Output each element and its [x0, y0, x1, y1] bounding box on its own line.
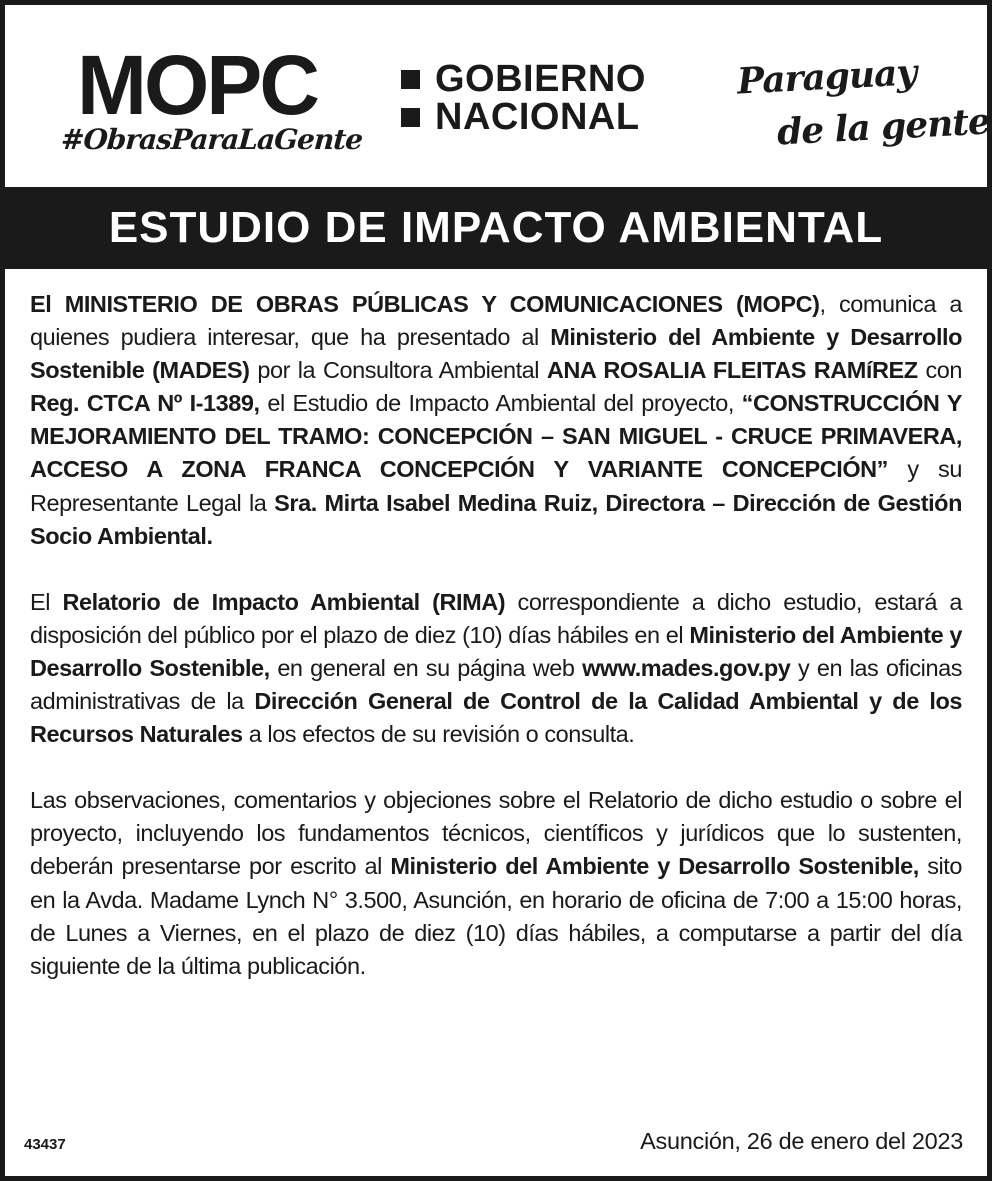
paragraph-observations: Las observaciones, comentarios y objeciones sobre el Relatorio de dicho estudio o sobre el proyecto, incluyendo los fundamentos técnicos, científicos y jurídicos que lo sustenten, deberán presentarse por escrito al Ministerio del Ambiente y Desarrollo Sostenible, sito en la Avda. Madame Lynch N° 3.500, Asunción, en horario de oficina de 7:00 a 15:00 horas, de Lunes a Viernes, en el plazo de diez (10) días hábiles, a computarse a partir del día siguiente de la última publicación.: [30, 787, 962, 979]
mades-website: www.mades.gov.py: [582, 654, 791, 681]
notice-body: [30, 288, 962, 1016]
paragraph-rima: El Relatorio de Impacto Ambiental (RIMA) correspondiente a dicho estudio, estará a disposición del público por el plazo de diez (10) días hábiles en el Ministerio del Ambiente y Desarrollo Sostenible, en general en su página web www.mades.gov.py y en las oficinas administrativas de la Dirección General de Control de la Calidad Ambiental y de los Recursos Naturales a los efectos de su revisión o consulta.: [30, 588, 963, 748]
paraguay-logo-line1: Paraguay: [736, 51, 918, 103]
page-title: ESTUDIO DE IMPACTO AMBIENTAL: [108, 203, 884, 252]
gobierno-logo-line2: NACIONAL: [435, 96, 640, 138]
mades-name-2: Ministerio del Ambiente y Desarrollo Sostenible,: [30, 621, 962, 681]
paragraph-announcement: El MINISTERIO DE OBRAS PÚBLICAS Y COMUNICACIONES (MOPC), comunica a quienes pudiera interesar, que ha presentado al Ministerio del Ambiente y Desarrollo Sostenible (MADES) por la Consultora Ambiental ANA ROSALIA FLEITAS RAMíREZ con Reg. CTCA Nº I-1389, el Estudio de Impacto Ambiental del proyecto, “CONSTRUCCIÓN Y MEJORAMIENTO DEL TRAMO: CONCEPCIÓN – SAN MIGUEL - CRUCE PRIMAVERA, ACCESO A ZONA FRANCA CONCEPCIÓN Y VARIANTE CONCEPCIÓN” y su Representante Legal la Sra. Mirta Isabel Medina Ruiz, Directora – Dirección de Gestión Socio Ambiental.: [30, 291, 963, 549]
consultant-name: ANA ROSALIA FLEITAS RAMíREZ: [546, 357, 918, 384]
mades-name: Ministerio del Ambiente y Desarrollo Sostenible (MADES): [30, 324, 963, 384]
publication-code: 43437: [24, 1136, 66, 1153]
publication-date: Asunción, 26 de enero del 2023: [640, 1128, 963, 1154]
ministry-name: El MINISTERIO DE OBRAS PÚBLICAS Y COMUNICACIONES (MOPC): [30, 291, 820, 317]
rima-name: Relatorio de Impacto Ambiental (RIMA): [62, 588, 506, 615]
project-name: “CONSTRUCCIÓN Y MEJORAMIENTO DEL TRAMO: CONCEPCIÓN – SAN MIGUEL - CRUCE PRIMAVERA, ACCESO A ZONA FRANCA CONCEPCIÓN Y VARIANTE CONCEPCIÓN”: [30, 390, 962, 483]
mopc-hashtag: #ObrasParaLaGente: [59, 123, 364, 156]
nacional-square-icon: [401, 108, 420, 127]
gobierno-nacional-logo: [401, 58, 681, 141]
registration-number: Reg. CTCA Nº I-1389,: [30, 390, 260, 417]
legal-representative: Sra. Mirta Isabel Medina Ruiz, Directora – Dirección de Gestión Socio Ambiental.: [30, 489, 962, 549]
paraguay-logo-line2: de la gente: [776, 100, 991, 154]
paraguay-logo: [733, 51, 991, 161]
directorate-name: Dirección General de Control de la Calidad Ambiental y de los Recursos Naturales: [30, 688, 963, 748]
mopc-logo-word: MOPC: [77, 38, 317, 132]
mopc-logo: [57, 35, 364, 165]
mades-name-3: Ministerio del Ambiente y Desarrollo Sostenible,: [390, 853, 919, 880]
gobierno-logo-line1: GOBIERNO: [435, 58, 646, 100]
gobierno-square-icon: [401, 70, 420, 89]
title-bar: [5, 187, 987, 269]
